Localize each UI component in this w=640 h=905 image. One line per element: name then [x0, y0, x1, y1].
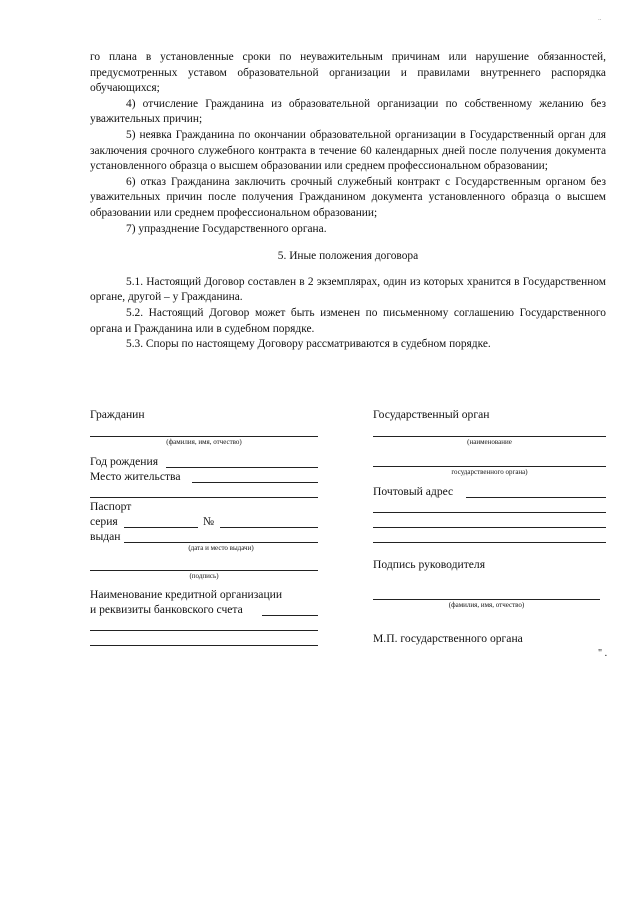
postal-line-4[interactable] [373, 542, 606, 543]
corner-mark: .. [598, 14, 602, 22]
residence-line-2[interactable] [90, 497, 318, 498]
state-body-caption-1: (наименование [467, 438, 512, 446]
section-5-title: 5. Иные положения договора [277, 250, 419, 263]
clause-5-1: 5.1. Настоящий Договор составлен в 2 экземплярах, один из которых хранится в Государственном органе, другой – у Гражданина. [90, 275, 606, 304]
paragraph-item-5: 5) неявка Гражданина по окончании образовательной организации в Государственный орган для заключения срочного служебного контракта в течение 60 календарных дней после получения документа установленного образца о высшем образовании или среднем профессиональном образовании; [90, 128, 606, 173]
clause-5-2: 5.2. Настоящий Договор может быть изменен по письменному соглашению Государственного органа и Гражданина или в судебном порядке. [90, 306, 606, 335]
series-label: серия [90, 515, 118, 528]
head-name-caption: (фамилия, имя, отчество) [448, 601, 525, 609]
issued-line[interactable] [124, 542, 318, 543]
paragraph-item-7: 7) упразднение Государственного органа. [126, 222, 327, 235]
state-body-name-line[interactable] [373, 436, 606, 437]
residence-label: Место жительства [90, 470, 181, 483]
series-line[interactable] [124, 527, 198, 528]
birth-year-label: Год рождения [90, 455, 159, 468]
contract-body [90, 50, 606, 353]
bank-line-1[interactable] [262, 615, 318, 616]
citizen-name-line[interactable] [90, 436, 318, 437]
number-line[interactable] [220, 527, 318, 528]
state-body-name-line-2[interactable] [373, 466, 606, 467]
issued-label: выдан [90, 530, 121, 543]
passport-label: Паспорт [90, 500, 132, 513]
state-body-caption-2: государственного органа) [451, 468, 528, 476]
seal-label: М.П. государственного органа [373, 632, 523, 645]
paragraph-continuation: го плана в установленные сроки по неуважительным причинам или нарушение обязанностей, предусмотренных уставом образовательной организации и правилами внутреннего распорядка обучающихся; [90, 51, 606, 95]
head-signature-line[interactable] [373, 599, 600, 600]
number-sign: № [203, 515, 215, 528]
signature-caption: (подпись) [189, 572, 219, 580]
foot-mark: " . [598, 648, 608, 659]
clause-5-3: 5.3. Споры по настоящему Договору рассматриваются в судебном порядке. [126, 338, 491, 351]
postal-label: Почтовый адрес [373, 485, 454, 498]
head-signature-label: Подпись руководителя [373, 558, 486, 571]
paragraph-item-4: 4) отчисление Гражданина из образовательной организации по собственному желанию без уважительных причин; [90, 97, 606, 126]
bank-line-2[interactable] [90, 630, 318, 631]
state-body-heading: Государственный орган [373, 408, 490, 421]
residence-line[interactable] [192, 482, 318, 483]
birth-year-line[interactable] [166, 467, 318, 468]
citizen-heading: Гражданин [90, 408, 145, 421]
postal-line[interactable] [466, 497, 606, 498]
paragraph-item-6: 6) отказ Гражданина заключить срочный служебный контракт с Государственным органом без уважительных причин после получения Гражданином документа установленного образца о высшем образовании или среднем профессиональном образовании; [90, 175, 606, 219]
citizen-name-caption: (фамилия, имя, отчество) [166, 438, 242, 446]
postal-line-3[interactable] [373, 527, 606, 528]
bank-label-1: Наименование кредитной организации [90, 588, 283, 601]
issued-caption: (дата и место выдачи) [188, 544, 254, 552]
citizen-signature-line[interactable] [90, 570, 318, 571]
bank-label-2: и реквизиты банковского счета [90, 603, 243, 616]
bank-line-3[interactable] [90, 645, 318, 646]
postal-line-2[interactable] [373, 512, 606, 513]
